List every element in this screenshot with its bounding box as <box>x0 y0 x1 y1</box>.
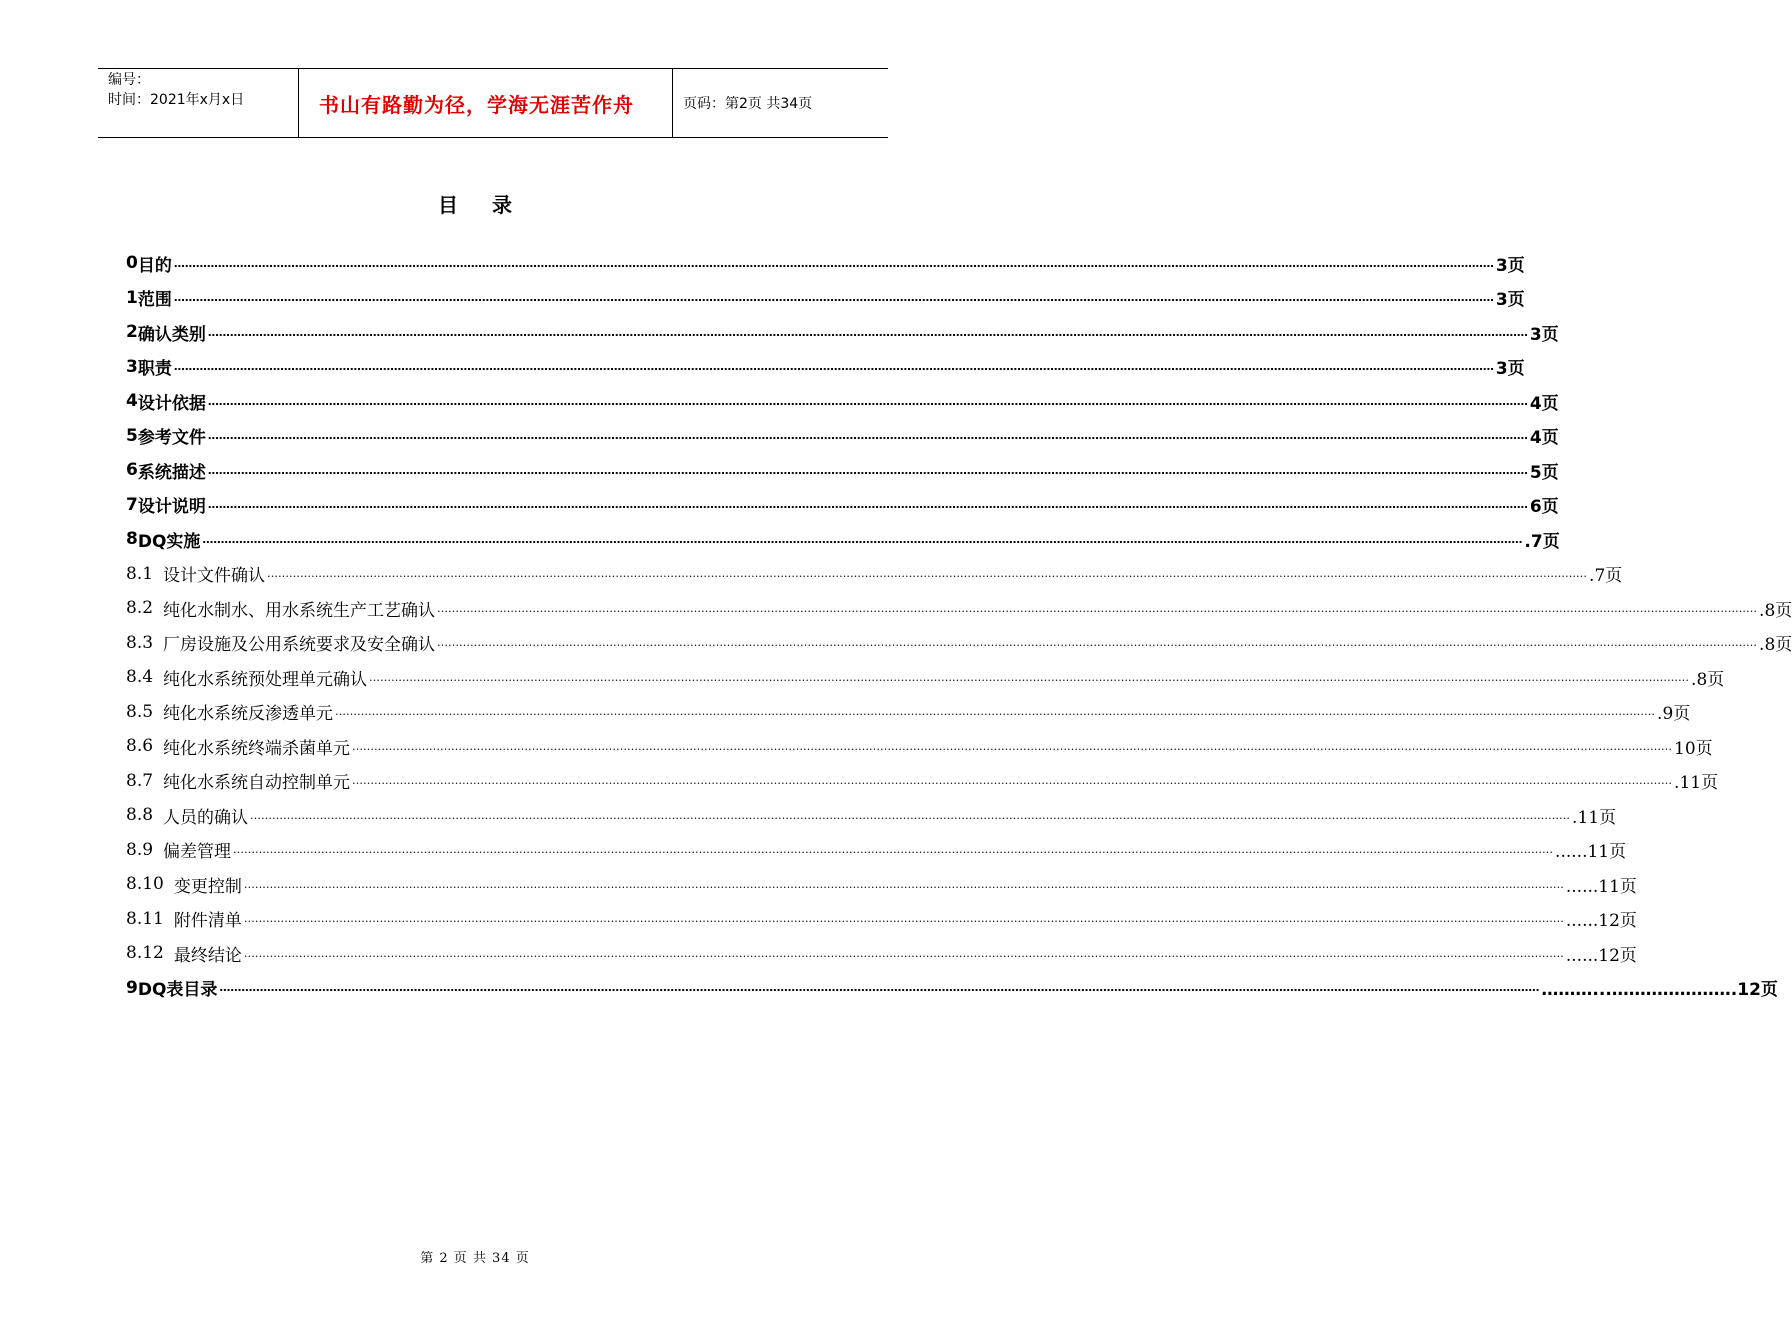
toc-dot-leader: ……………………………………………………………………………………………………………………………………………………………………………………………………………………………………………………………………………………………………………………………… <box>207 325 1528 339</box>
toc-entry[interactable] <box>126 902 1637 937</box>
page-footer: 第 2 页 共 34 页 <box>420 1251 530 1266</box>
toc-dot-leader: ……………………………………………………………………………………………………………………………………………………………………………………………………………………………………………………………………………………………………………………………… <box>267 567 1588 581</box>
toc-entry-number: 8.3 <box>126 632 154 653</box>
toc-entry-label: 设计说明 <box>137 497 206 518</box>
page-header <box>98 68 888 138</box>
toc-entry[interactable] <box>126 936 1637 971</box>
toc-entry-number: 8.10 <box>126 874 164 895</box>
toc-dot-leader: ……………………………………………………………………………………………………………………………………………………………………………………………………………………………………………………………………………………………………………………………… <box>173 291 1494 305</box>
toc-entry-number: 8 <box>126 529 138 550</box>
toc-entry-page: ………...………………….12页 <box>1541 980 1778 1001</box>
toc-entry-page: .8页 <box>1759 635 1792 656</box>
toc-dot-leader: ……………………………………………………………………………………………………………………………………………………………………………………………………………………………………………………………………………………………………………………………… <box>250 808 1571 822</box>
toc-entry-page: 3页 <box>1495 359 1525 380</box>
toc-entry-label: 纯化水系统终端杀菌单元 <box>163 738 351 759</box>
toc-entry-page: 3页 <box>1495 290 1525 311</box>
toc-entry-number: 0 <box>126 253 138 274</box>
toc-entry[interactable] <box>126 695 1691 730</box>
toc-entry-label: 纯化水系统预处理单元确认 <box>163 669 368 690</box>
toc-dot-leader: ……………………………………………………………………………………………………………………………………………………………………………………………………………………………………………………………………………………………………………………………… <box>233 843 1554 857</box>
toc-entry-page: 4页 <box>1529 393 1559 414</box>
toc-entry[interactable] <box>126 798 1617 833</box>
toc-entry-page: .7页 <box>1589 566 1623 587</box>
toc-entry-number: 8.5 <box>126 701 154 722</box>
toc-entry-page: ......11页 <box>1555 842 1627 863</box>
toc-entry-label: 人员的确认 <box>163 807 249 828</box>
toc-entry[interactable] <box>126 350 1525 385</box>
toc-entry[interactable] <box>126 281 1525 316</box>
toc-entry-number: 4 <box>126 391 138 412</box>
toc-entry-number: 9 <box>126 977 138 998</box>
toc-entry-page: .11页 <box>1674 773 1719 794</box>
toc-dot-leader: ……………………………………………………………………………………………………………………………………………………………………………………………………………………………………………………………………………………………………………………………… <box>207 498 1528 512</box>
toc-dot-leader: ……………………………………………………………………………………………………………………………………………………………………………………………………………………………………………………………………………………………………………………………… <box>173 360 1494 374</box>
toc-entry[interactable] <box>126 453 1559 488</box>
toc-dot-leader: ……………………………………………………………………………………………………………………………………………………………………………………………………………………………………………………………………………………………………………………………… <box>243 912 1564 926</box>
toc-dot-leader: ……………………………………………………………………………………………………………………………………………………………………………………………………………………………………………………………………………………………………………………………… <box>207 463 1528 477</box>
toc-entry-page: 4页 <box>1529 428 1559 449</box>
toc-dot-leader: ……………………………………………………………………………………………………………………………………………………………………………………………………………………………………………………………………………………………………………………………… <box>369 670 1690 684</box>
toc-entry-label: 职责 <box>137 359 172 380</box>
toc-entry-label: 系统描述 <box>137 462 206 483</box>
toc-dot-leader: ……………………………………………………………………………………………………………………………………………………………………………………………………………………………………………………………………………………………………………………………… <box>352 774 1673 788</box>
toc-entry-page: 3页 <box>1495 255 1525 276</box>
toc-entry-page: 6页 <box>1529 497 1559 518</box>
toc-entry-page: .7页 <box>1524 531 1560 552</box>
toc-entry-number: 8.6 <box>126 736 154 757</box>
toc-dot-leader: ……………………………………………………………………………………………………………………………………………………………………………………………………………………………………………………………………………………………………………………………… <box>173 256 1494 270</box>
toc-entry[interactable] <box>126 867 1637 902</box>
toc-dot-leader: ……………………………………………………………………………………………………………………………………………………………………………………………………………………………………………………………………………………………………………………………… <box>243 946 1564 960</box>
toc-entry[interactable] <box>126 315 1559 350</box>
toc-entry[interactable] <box>126 833 1627 868</box>
toc-entry-label: 附件清单 <box>173 911 242 932</box>
toc-entry-number: 2 <box>126 322 138 343</box>
header-page-info: 页码：第2页 共34页 <box>683 96 813 112</box>
toc-title: 目录 <box>438 193 546 217</box>
toc-entry-label: 确认类别 <box>137 324 206 345</box>
toc-entry[interactable] <box>126 626 1792 661</box>
toc-dot-leader: ……………………………………………………………………………………………………………………………………………………………………………………………………………………………………………………………………………………………………………………………… <box>352 739 1673 753</box>
toc-entry-page: .11页 <box>1572 807 1617 828</box>
toc-dot-leader: ……………………………………………………………………………………………………………………………………………………………………………………………………………………………………………………………………………………………………………………………… <box>335 705 1656 719</box>
toc-entry-page: .8页 <box>1691 669 1725 690</box>
toc-entry[interactable] <box>126 660 1725 695</box>
toc-dot-leader: ……………………………………………………………………………………………………………………………………………………………………………………………………………………………………………………………………………………………………………………………… <box>437 601 1758 615</box>
toc-entry-label: 偏差管理 <box>163 842 232 863</box>
toc-entry-number: 6 <box>126 460 138 481</box>
toc-entry-number: 7 <box>126 494 138 515</box>
toc-entry-label: 设计文件确认 <box>163 566 266 587</box>
toc-entry-number: 8.4 <box>126 667 154 688</box>
toc-entry-number: 1 <box>126 287 138 308</box>
toc-entry-page: 5页 <box>1529 462 1559 483</box>
toc-entry-label: 设计依据 <box>137 393 206 414</box>
toc-entry-label: 纯化水系统反渗透单元 <box>163 704 334 725</box>
header-code-label: 编号： <box>108 72 150 88</box>
toc-entry-page: ......11页 <box>1565 876 1637 897</box>
toc-entry[interactable] <box>126 971 1778 1006</box>
toc-entry-page: ......12页 <box>1565 945 1637 966</box>
toc-entry-number: 8.12 <box>126 943 164 964</box>
toc-entry-number: 8.11 <box>126 908 164 929</box>
toc-entry-number: 8.8 <box>126 805 154 826</box>
toc-entry-page: 3页 <box>1529 324 1559 345</box>
toc-entry-label: 纯化水制水、用水系统生产工艺确认 <box>163 600 436 621</box>
toc-entry-page: .8页 <box>1759 600 1792 621</box>
toc-entry-label: 范围 <box>137 290 172 311</box>
toc-entry[interactable] <box>126 522 1560 557</box>
toc-entry-page: .9页 <box>1657 704 1691 725</box>
toc-entry-label: DQ表目录 <box>137 980 218 1001</box>
toc-entry-label: 变更控制 <box>173 876 242 897</box>
toc-entry[interactable] <box>126 764 1719 799</box>
toc-entry[interactable] <box>126 246 1525 281</box>
toc-entry-number: 3 <box>126 356 138 377</box>
toc-entry-number: 8.9 <box>126 839 154 860</box>
toc-entry[interactable] <box>126 384 1559 419</box>
toc-entry-page: ......12页 <box>1565 911 1637 932</box>
toc-entry-number: 5 <box>126 425 138 446</box>
toc-entry[interactable] <box>126 729 1713 764</box>
toc-entry[interactable] <box>126 557 1623 592</box>
header-motto: 书山有路勤为径，学海无涯苦作舟 <box>299 69 673 137</box>
toc-entry-label: 目的 <box>137 255 172 276</box>
toc-entry-label: DQ实施 <box>137 531 201 552</box>
toc-entry-number: 8.1 <box>126 563 154 584</box>
toc-entry-page: 10页 <box>1674 738 1713 759</box>
toc-entry[interactable] <box>126 591 1792 626</box>
toc-dot-leader: ……………………………………………………………………………………………………………………………………………………………………………………………………………………………………………………………………………………………………………………………… <box>207 429 1528 443</box>
toc-entry[interactable] <box>126 488 1559 523</box>
toc-dot-leader: ……………………………………………………………………………………………………………………………………………………………………………………………………………………………………………………………………………………………………………………………… <box>219 981 1540 995</box>
toc-dot-leader: ……………………………………………………………………………………………………………………………………………………………………………………………………………………………………………………………………………………………………………………………… <box>202 532 1523 546</box>
toc-dot-leader: ……………………………………………………………………………………………………………………………………………………………………………………………………………………………………………………………………………………………………………………………… <box>207 394 1528 408</box>
toc-dot-leader: ……………………………………………………………………………………………………………………………………………………………………………………………………………………………………………………………………………………………………………………………… <box>437 636 1758 650</box>
table-of-contents <box>126 246 1792 1005</box>
toc-entry-label: 参考文件 <box>137 428 206 449</box>
toc-entry-label: 最终结论 <box>173 945 242 966</box>
toc-entry-label: 纯化水系统自动控制单元 <box>163 773 351 794</box>
toc-entry[interactable] <box>126 419 1559 454</box>
toc-entry-number: 8.7 <box>126 770 154 791</box>
header-time: 时间：2021年x月x日 <box>108 92 245 108</box>
toc-entry-label: 厂房设施及公用系统要求及安全确认 <box>163 635 436 656</box>
toc-entry-number: 8.2 <box>126 598 154 619</box>
header-meta <box>98 69 299 137</box>
toc-dot-leader: ……………………………………………………………………………………………………………………………………………………………………………………………………………………………………………………………………………………………………………………………… <box>243 877 1564 891</box>
